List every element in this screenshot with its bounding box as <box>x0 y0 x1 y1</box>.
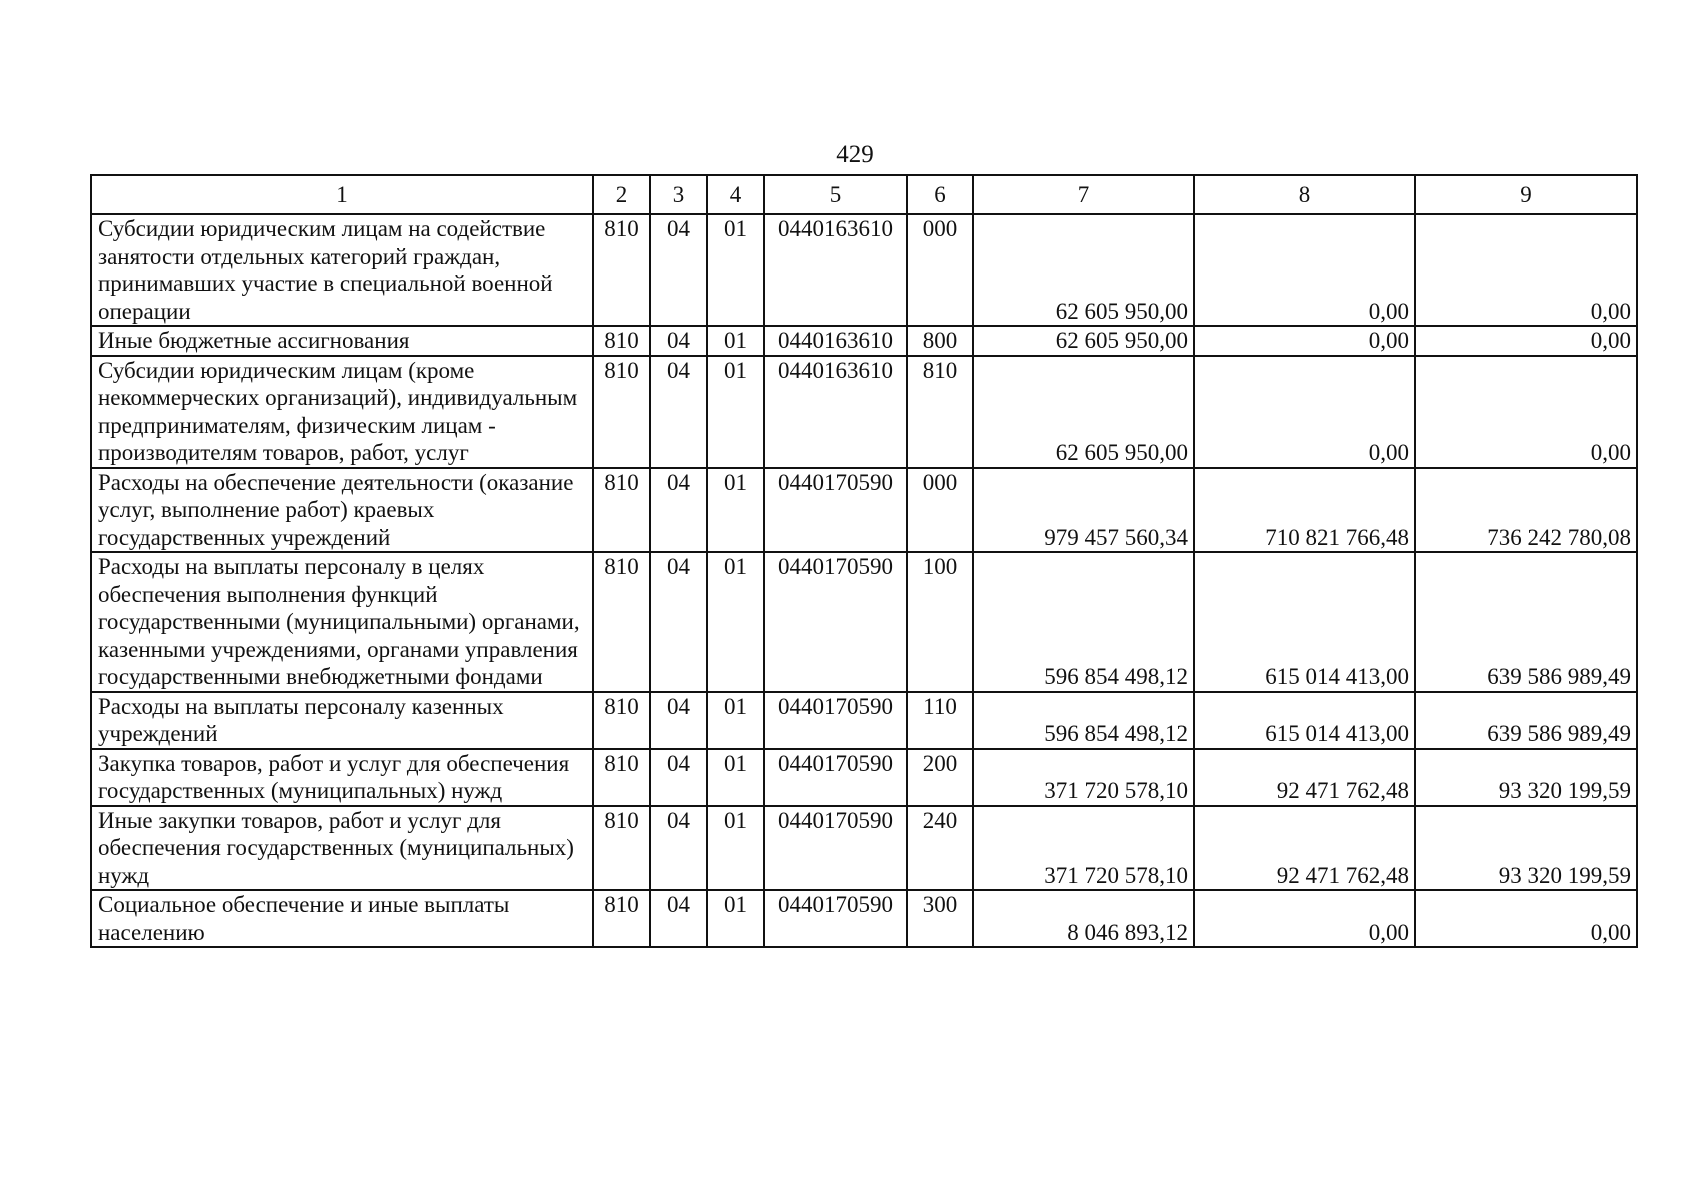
subsection-code: 01 <box>707 890 764 947</box>
expense-name: Субсидии юридическим лицам на содействие занятости отдельных категорий граждан, принимавших участие в специальной военной операции <box>91 214 593 326</box>
amount-col-8: 0,00 <box>1194 890 1415 947</box>
section-code: 04 <box>650 552 707 692</box>
budget-table <box>90 174 1638 948</box>
section-code: 04 <box>650 326 707 356</box>
amount-col-8: 92 471 762,48 <box>1194 749 1415 806</box>
amount-col-8: 0,00 <box>1194 214 1415 326</box>
amount-col-8: 615 014 413,00 <box>1194 692 1415 749</box>
table-row <box>91 890 1637 947</box>
amount-col-8: 615 014 413,00 <box>1194 552 1415 692</box>
subsection-code: 01 <box>707 552 764 692</box>
table-row <box>91 692 1637 749</box>
amount-col-8: 710 821 766,48 <box>1194 468 1415 553</box>
amount-col-8: 92 471 762,48 <box>1194 806 1415 891</box>
target-article-code: 0440163610 <box>764 214 907 326</box>
amount-col-9: 0,00 <box>1415 890 1637 947</box>
table-row <box>91 749 1637 806</box>
amount-col-9: 0,00 <box>1415 326 1637 356</box>
target-article-code: 0440163610 <box>764 326 907 356</box>
column-header: 3 <box>650 175 707 214</box>
expense-name: Расходы на обеспечение деятельности (оказание услуг, выполнение работ) краевых государственных учреждений <box>91 468 593 553</box>
subsection-code: 01 <box>707 749 764 806</box>
expense-type-code: 000 <box>907 468 973 553</box>
section-code: 04 <box>650 890 707 947</box>
table-row <box>91 806 1637 891</box>
ministry-code: 810 <box>593 214 650 326</box>
target-article-code: 0440163610 <box>764 356 907 468</box>
ministry-code: 810 <box>593 356 650 468</box>
subsection-code: 01 <box>707 692 764 749</box>
expense-name: Закупка товаров, работ и услуг для обеспечения государственных (муниципальных) нужд <box>91 749 593 806</box>
expense-type-code: 240 <box>907 806 973 891</box>
amount-col-7: 596 854 498,12 <box>973 692 1194 749</box>
column-header: 8 <box>1194 175 1415 214</box>
target-article-code: 0440170590 <box>764 552 907 692</box>
ministry-code: 810 <box>593 890 650 947</box>
column-header: 2 <box>593 175 650 214</box>
table-row <box>91 552 1637 692</box>
amount-col-7: 62 605 950,00 <box>973 214 1194 326</box>
subsection-code: 01 <box>707 214 764 326</box>
amount-col-7: 371 720 578,10 <box>973 749 1194 806</box>
section-code: 04 <box>650 214 707 326</box>
subsection-code: 01 <box>707 356 764 468</box>
expense-type-code: 110 <box>907 692 973 749</box>
page-number: 429 <box>836 141 874 168</box>
amount-col-9: 0,00 <box>1415 214 1637 326</box>
amount-col-7: 8 046 893,12 <box>973 890 1194 947</box>
amount-col-9: 0,00 <box>1415 356 1637 468</box>
expense-name: Иные бюджетные ассигнования <box>91 326 593 356</box>
ministry-code: 810 <box>593 468 650 553</box>
target-article-code: 0440170590 <box>764 749 907 806</box>
expense-type-code: 000 <box>907 214 973 326</box>
subsection-code: 01 <box>707 326 764 356</box>
subsection-code: 01 <box>707 806 764 891</box>
ministry-code: 810 <box>593 552 650 692</box>
table-row <box>91 326 1637 356</box>
amount-col-8: 0,00 <box>1194 326 1415 356</box>
table-row <box>91 468 1637 553</box>
amount-col-7: 62 605 950,00 <box>973 326 1194 356</box>
amount-col-8: 0,00 <box>1194 356 1415 468</box>
header-row <box>91 175 1637 214</box>
amount-col-9: 639 586 989,49 <box>1415 692 1637 749</box>
amount-col-7: 62 605 950,00 <box>973 356 1194 468</box>
ministry-code: 810 <box>593 326 650 356</box>
column-header: 7 <box>973 175 1194 214</box>
expense-name: Субсидии юридическим лицам (кроме некоммерческих организаций), индивидуальным предпринимателям, физическим лицам - производителям товаров, работ, услуг <box>91 356 593 468</box>
expense-type-code: 100 <box>907 552 973 692</box>
table-row <box>91 214 1637 326</box>
amount-col-9: 93 320 199,59 <box>1415 749 1637 806</box>
expense-type-code: 800 <box>907 326 973 356</box>
column-header: 5 <box>764 175 907 214</box>
amount-col-9: 93 320 199,59 <box>1415 806 1637 891</box>
column-header: 9 <box>1415 175 1637 214</box>
subsection-code: 01 <box>707 468 764 553</box>
expense-type-code: 810 <box>907 356 973 468</box>
expense-name: Расходы на выплаты персоналу в целях обеспечения выполнения функций государственными (муниципальными) органами, казенными учреждениями, органами управления государственными внебюджетными фондами <box>91 552 593 692</box>
expense-name: Социальное обеспечение и иные выплаты населению <box>91 890 593 947</box>
column-header: 1 <box>91 175 593 214</box>
table-row <box>91 356 1637 468</box>
ministry-code: 810 <box>593 749 650 806</box>
expense-type-code: 200 <box>907 749 973 806</box>
amount-col-7: 596 854 498,12 <box>973 552 1194 692</box>
section-code: 04 <box>650 749 707 806</box>
column-header: 4 <box>707 175 764 214</box>
target-article-code: 0440170590 <box>764 692 907 749</box>
expense-type-code: 300 <box>907 890 973 947</box>
amount-col-9: 639 586 989,49 <box>1415 552 1637 692</box>
ministry-code: 810 <box>593 692 650 749</box>
ministry-code: 810 <box>593 806 650 891</box>
expense-name: Расходы на выплаты персоналу казенных учреждений <box>91 692 593 749</box>
amount-col-7: 979 457 560,34 <box>973 468 1194 553</box>
target-article-code: 0440170590 <box>764 468 907 553</box>
amount-col-9: 736 242 780,08 <box>1415 468 1637 553</box>
column-header: 6 <box>907 175 973 214</box>
section-code: 04 <box>650 356 707 468</box>
target-article-code: 0440170590 <box>764 806 907 891</box>
amount-col-7: 371 720 578,10 <box>973 806 1194 891</box>
section-code: 04 <box>650 692 707 749</box>
section-code: 04 <box>650 468 707 553</box>
expense-name: Иные закупки товаров, работ и услуг для обеспечения государственных (муниципальных) нужд <box>91 806 593 891</box>
section-code: 04 <box>650 806 707 891</box>
target-article-code: 0440170590 <box>764 890 907 947</box>
